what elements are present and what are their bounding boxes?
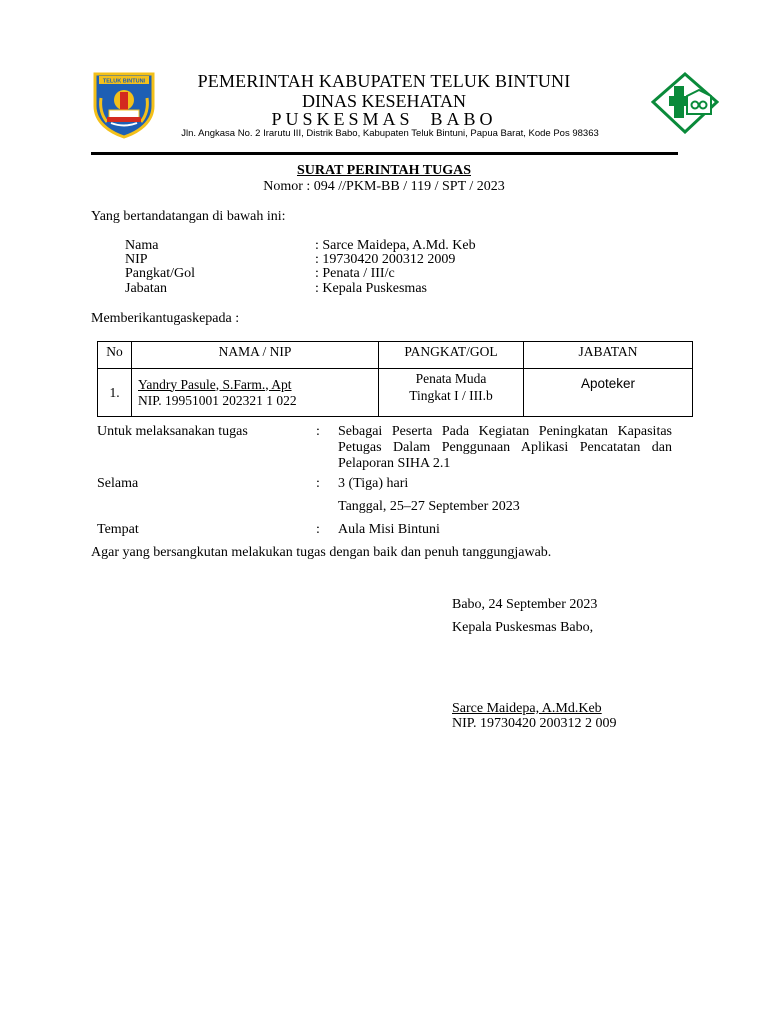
assignee-rank-line2: Tingkat I / III.b xyxy=(409,388,493,403)
signer-nip-label: NIP xyxy=(125,252,148,267)
puskesmas-logo-icon xyxy=(651,72,719,134)
document-number: Nomor : 094 //PKM-BB / 119 / SPT / 2023 xyxy=(263,179,505,194)
place-value: Aula Misi Bintuni xyxy=(338,522,440,537)
signature-nip: NIP. 19730420 200312 2 009 xyxy=(452,716,617,731)
header-government: PEMERINTAH KABUPATEN TELUK BINTUNI xyxy=(197,71,571,91)
cell-nama-nip xyxy=(132,369,379,417)
signature-name: Sarce Maidepa, A.Md.Keb xyxy=(452,701,602,716)
assignee-nip: NIP. 19951001 202321 1 022 xyxy=(138,392,297,408)
col-header-no: No xyxy=(98,342,132,369)
place-label: Tempat xyxy=(97,522,139,537)
signer-name-value: : Sarce Maidepa, A.Md. Keb xyxy=(315,238,476,253)
table-header-row xyxy=(98,342,693,369)
header-address: Jln. Angkasa No. 2 Irarutu III, Distrik Babo, Kabupaten Teluk Bintuni, Papua Barat, Kode Pos 98363 xyxy=(181,128,599,139)
duration-label: Selama xyxy=(97,476,139,491)
duration-value: 3 (Tiga) hari xyxy=(338,476,409,491)
intro-text: Yang bertandatangan di bawah ini: xyxy=(91,209,286,224)
date-value: Tanggal, 25–27 September 2023 xyxy=(338,499,520,514)
col-header-jabatan: JABATAN xyxy=(524,342,693,369)
assignee-name: Yandry Pasule, S.Farm., Apt xyxy=(138,376,292,392)
signer-nip-value: : 19730420 200312 2009 xyxy=(315,252,456,267)
place-colon: : xyxy=(316,522,320,537)
signer-position-label: Jabatan xyxy=(125,281,167,296)
cell-pangkat xyxy=(379,369,524,417)
signer-position-value: : Kepala Puskesmas xyxy=(315,281,427,296)
assignee-table xyxy=(97,341,693,417)
document-title: SURAT PERINTAH TUGAS xyxy=(296,163,471,178)
header-divider xyxy=(91,152,678,155)
logo-left-text: TELUK BINTUNI xyxy=(102,78,146,85)
signature-place-date: Babo, 24 September 2023 xyxy=(452,597,598,612)
table-row xyxy=(98,369,693,417)
cell-no: 1. xyxy=(98,369,132,417)
signer-rank-value: : Penata / III/c xyxy=(315,266,395,281)
assignee-rank-line1: Penata Muda xyxy=(415,371,487,386)
task-colon: : xyxy=(316,424,320,439)
task-value: Sebagai Peserta Pada Kegiatan Peningkatan Kapasitas Petugas Dalam Penggunaan Aplikasi Pencatatan dan Pelaporan SIHA 2.1 xyxy=(338,424,672,471)
header-department: DINAS KESEHATAN xyxy=(301,91,467,111)
col-header-pangkat: PANGKAT/GOL xyxy=(379,342,524,369)
col-header-nama: NAMA / NIP xyxy=(132,342,379,369)
assign-text: Memberikantugaskepada : xyxy=(91,311,240,326)
header-puskesmas: PUSKESMAS BABO xyxy=(271,109,497,129)
signer-name-label: Nama xyxy=(125,238,159,253)
signer-rank-label: Pangkat/Gol xyxy=(125,266,195,281)
cell-jabatan: Apoteker xyxy=(524,369,693,417)
task-label: Untuk melaksanakan tugas xyxy=(97,424,248,439)
signature-position: Kepala Puskesmas Babo, xyxy=(452,620,594,635)
duration-colon: : xyxy=(316,476,320,491)
closing-text: Agar yang bersangkutan melakukan tugas dengan baik dan penuh tanggungjawab. xyxy=(91,545,552,560)
